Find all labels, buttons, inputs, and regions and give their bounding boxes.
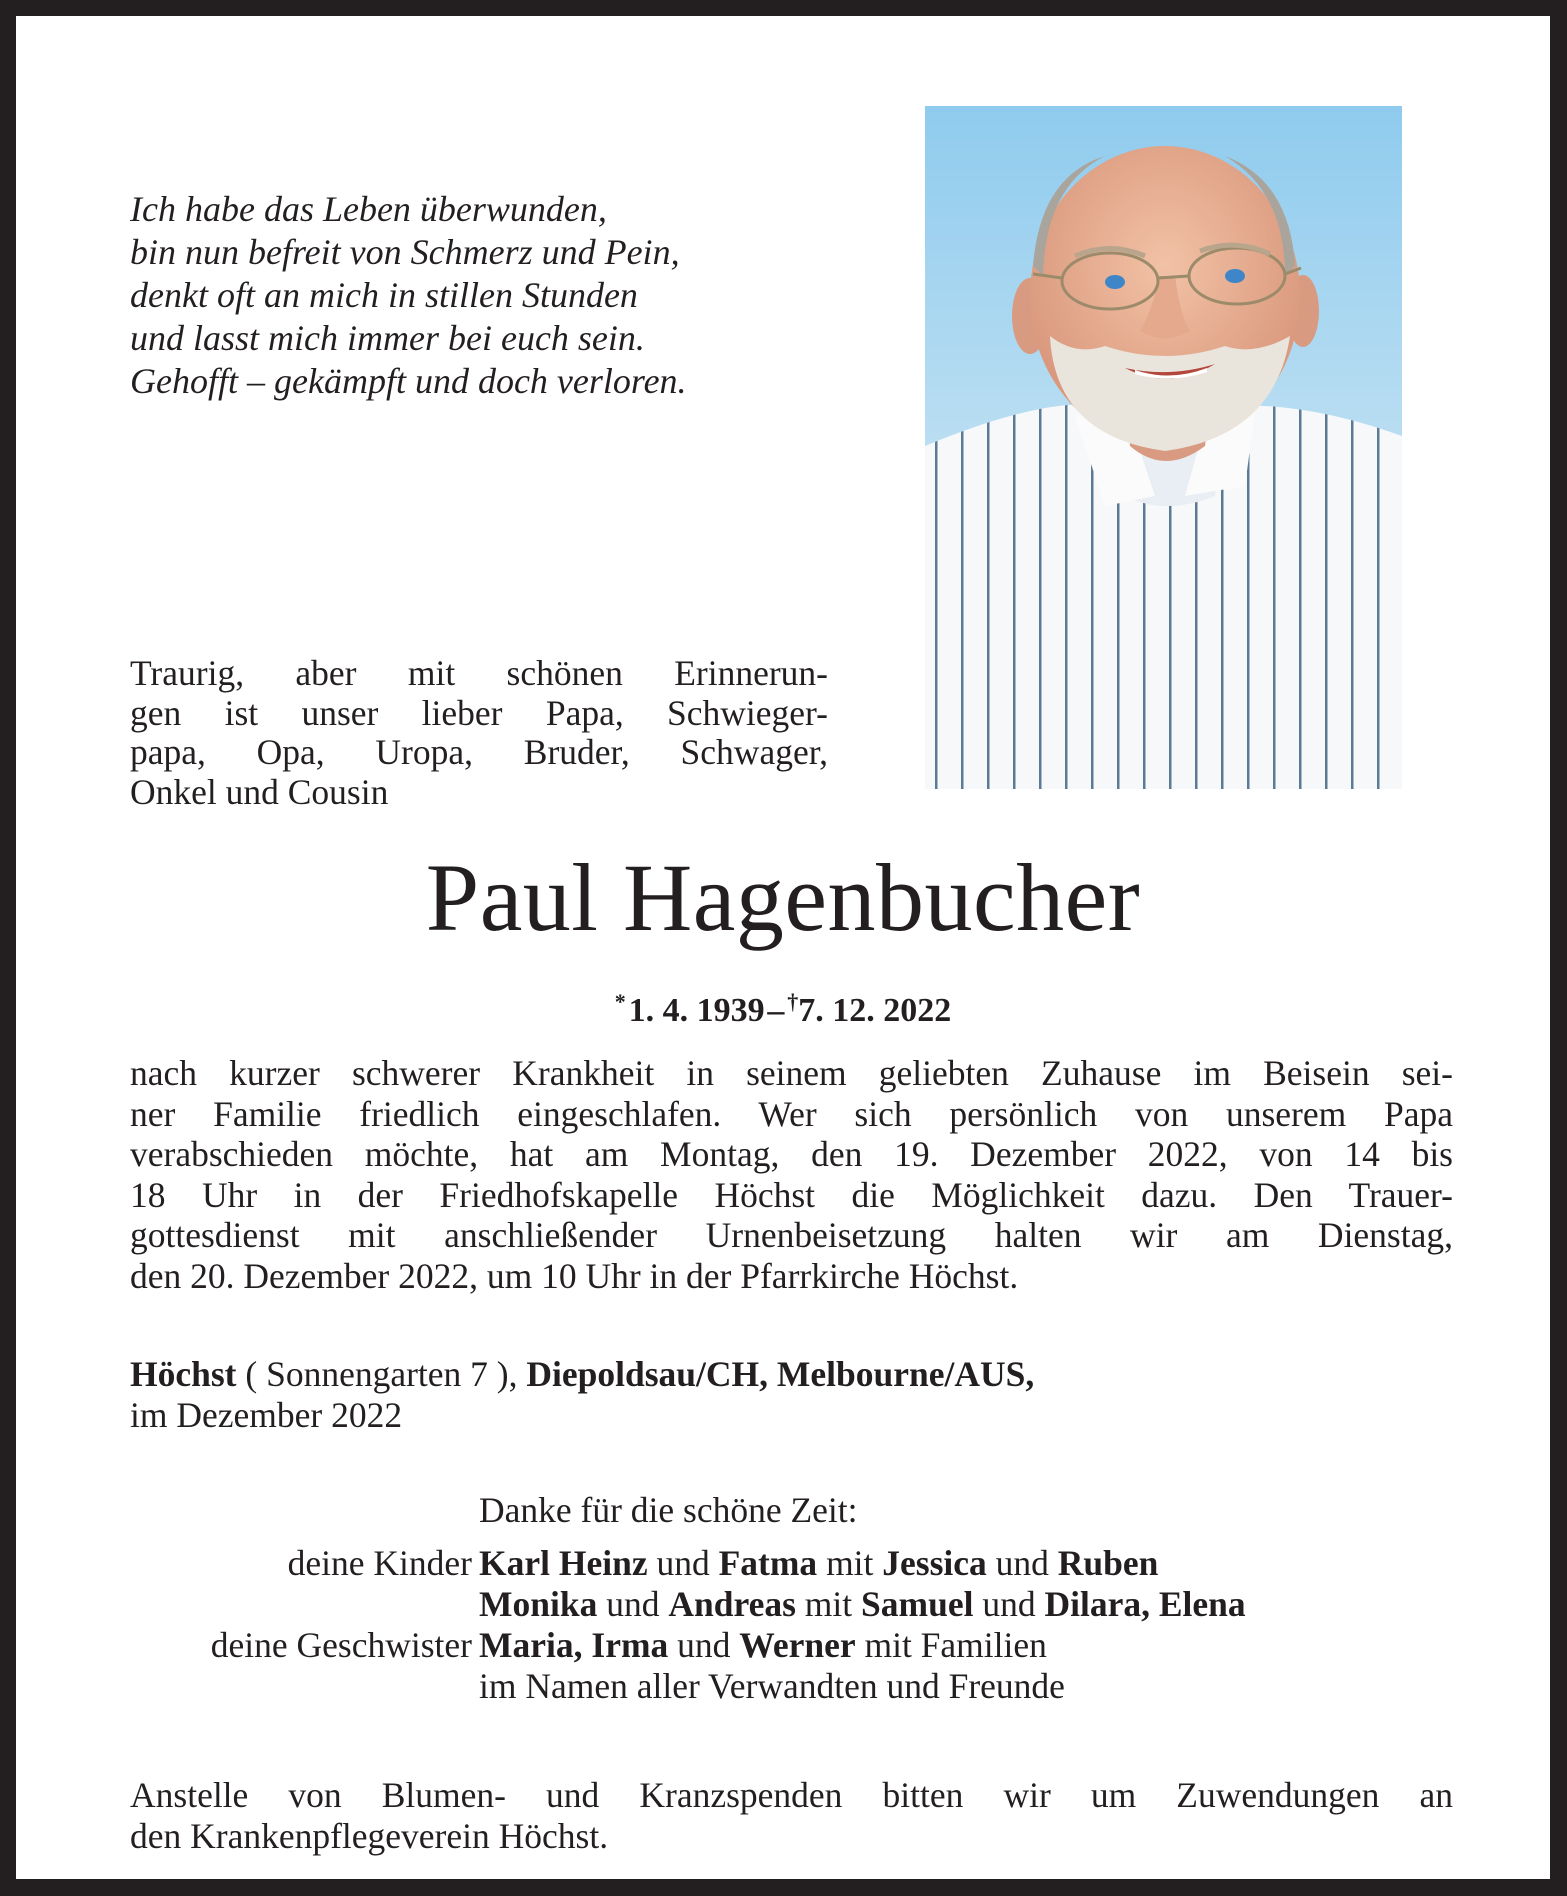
connector-text: und (597, 1584, 669, 1624)
relatives-names (479, 1543, 1158, 1584)
thanks-heading: Danke für die schöne Zeit: (479, 1490, 858, 1530)
thanks-row (16, 1666, 1550, 1707)
relative-name: Jessica (882, 1543, 987, 1583)
poem-line: und lasst mich immer bei euch sein. (130, 318, 645, 358)
relation-label: deine Geschwister (210, 1625, 472, 1665)
portrait-image (925, 106, 1402, 789)
connector-text: mit (795, 1584, 862, 1624)
thanks-row (16, 1625, 1550, 1666)
poem-line: Gehofft – gekämpft und doch verloren. (130, 361, 687, 401)
death-cross-icon: † (787, 989, 799, 1014)
relation-label: deine Kinder (287, 1543, 472, 1583)
portrait-photo (925, 106, 1402, 789)
body-line: nach kurzer schwerer Krankheit in seinem geliebten Zuhause im Beisein sei- (130, 1053, 1453, 1093)
connector-text: mit Familien (855, 1625, 1047, 1665)
relative-name: Andreas (668, 1584, 796, 1624)
relative-name: Dilara, Elena (1044, 1584, 1246, 1624)
relative-name: Monika (479, 1584, 598, 1624)
relative-name: Samuel (861, 1584, 974, 1624)
place-address: ( Sonnengarten 7 ), (245, 1354, 518, 1394)
body-line: gottesdienst mit anschließender Urnenbeisetzung halten wir am Dienstag, (130, 1215, 1453, 1255)
intro-line: Traurig, aber mit schönen Erinnerun- (130, 653, 828, 693)
thanks-section (16, 1490, 1550, 1707)
connector-text: und (647, 1543, 719, 1583)
relatives-names (479, 1666, 1065, 1707)
relatives-names (479, 1625, 1047, 1666)
intro-line: Onkel und Cousin (130, 771, 389, 812)
place-other: Diepoldsau/CH, Melbourne/AUS, (526, 1354, 1035, 1394)
body-line: 18 Uhr in der Friedhofskapelle Höchst die Möglichkeit dazu. Den Trauer- (130, 1174, 1453, 1215)
thanks-row (16, 1584, 1550, 1625)
body-line: ner Familie friedlich eingeschlafen. Wer sich persönlich von unserem Papa (130, 1093, 1453, 1134)
relative-name: Maria, Irma (479, 1625, 669, 1665)
deceased-name: Paul Hagenbucher (425, 844, 1141, 951)
announcement-text (130, 1053, 1453, 1296)
relative-name: Werner (739, 1625, 856, 1665)
connector-text: und (986, 1543, 1058, 1583)
intro-text (130, 654, 828, 812)
connector-text: und (668, 1625, 740, 1665)
poem-line: Ich habe das Leben überwunden, (130, 189, 607, 229)
death-date: 7. 12. 2022 (798, 992, 952, 1029)
poem-line: denkt oft an mich in stillen Stunden (130, 275, 638, 315)
connector-text: und (973, 1584, 1045, 1624)
birth-date: 1. 4. 1939 (628, 992, 765, 1029)
date-separator: – (767, 992, 785, 1029)
poem-line: bin nun befreit von Schmerz und Pein, (130, 232, 680, 272)
connector-text: im Namen aller Verwandten und Freunde (479, 1666, 1065, 1706)
life-dates (16, 982, 1550, 1031)
relative-name: Ruben (1057, 1543, 1159, 1583)
intro-line: gen ist unser lieber Papa, Schwieger- (130, 692, 828, 733)
footer-line: den Krankenpflegeverein Höchst. (130, 1816, 609, 1856)
body-line: verabschieden möchte, hat am Montag, den 19. Dezember 2022, von 14 bis (130, 1134, 1453, 1174)
intro-line: papa, Opa, Uropa, Bruder, Schwager, (130, 732, 828, 772)
relative-name: Fatma (718, 1543, 818, 1583)
thanks-row (16, 1543, 1550, 1584)
place-town: Höchst (130, 1354, 237, 1394)
donation-note (130, 1775, 1453, 1857)
birth-star-icon: * (614, 989, 626, 1014)
place-date: im Dezember 2022 (130, 1394, 403, 1435)
poem (130, 188, 790, 403)
footer-line: Anstelle von Blumen- und Kranzspenden bitten wir um Zuwendungen an (130, 1775, 1453, 1815)
body-line: den 20. Dezember 2022, um 10 Uhr in der Pfarrkirche Höchst. (130, 1255, 1019, 1296)
place-and-date (130, 1354, 1034, 1435)
obituary-page (16, 16, 1550, 1879)
relative-name: Karl Heinz (479, 1543, 648, 1583)
connector-text: mit (817, 1543, 883, 1583)
relatives-names (479, 1584, 1246, 1625)
